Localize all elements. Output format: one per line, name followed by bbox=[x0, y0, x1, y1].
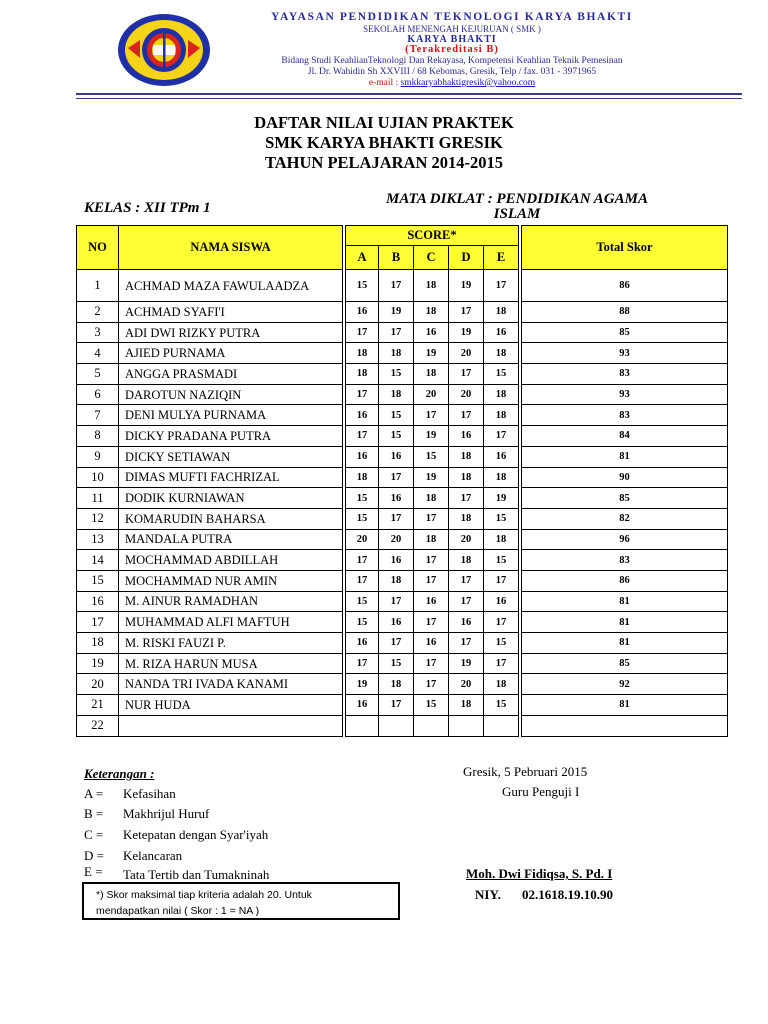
cell-score-b: 16 bbox=[379, 446, 414, 467]
table-row bbox=[77, 364, 728, 385]
cell-no: 1 bbox=[77, 270, 119, 302]
cell-no: 3 bbox=[77, 322, 119, 343]
cell-score-e: 15 bbox=[484, 695, 519, 716]
document-subtitle: SMK KARYA BHAKTI GRESIK bbox=[265, 133, 503, 152]
cell-score-b: 16 bbox=[379, 488, 414, 509]
cell-nama: M. AINUR RAMADHAN bbox=[119, 591, 343, 612]
cell-total: 84 bbox=[522, 426, 728, 447]
cell-score-e: 17 bbox=[484, 653, 519, 674]
cell-score-c: 18 bbox=[414, 364, 449, 385]
table-row bbox=[77, 591, 728, 612]
cell-score-b: 17 bbox=[379, 270, 414, 302]
cell-total: 81 bbox=[522, 612, 728, 633]
cell-score-c bbox=[414, 715, 449, 736]
cell-score-c: 15 bbox=[414, 695, 449, 716]
cell-no: 5 bbox=[77, 364, 119, 385]
school-type: SEKOLAH MENENGAH KEJURUAN ( SMK ) bbox=[363, 24, 541, 34]
cell-total: 93 bbox=[522, 343, 728, 364]
cell-score-d: 19 bbox=[449, 653, 484, 674]
cell-total: 92 bbox=[522, 674, 728, 695]
school-name: KARYA BHAKTI bbox=[407, 34, 497, 45]
cell-score-e: 18 bbox=[484, 405, 519, 426]
header-no: NO bbox=[77, 226, 119, 270]
cell-score-a: 16 bbox=[346, 633, 379, 654]
cell-score-b bbox=[379, 715, 414, 736]
cell-score-b: 18 bbox=[379, 674, 414, 695]
cell-no: 6 bbox=[77, 384, 119, 405]
cell-score-b: 17 bbox=[379, 695, 414, 716]
email-label: e-mail : bbox=[368, 78, 401, 88]
cell-score-b: 15 bbox=[379, 426, 414, 447]
cell-no: 4 bbox=[77, 343, 119, 364]
header-a: A bbox=[346, 246, 379, 270]
cell-nama: NANDA TRI IVADA KANAMI bbox=[119, 674, 343, 695]
cell-no: 13 bbox=[77, 529, 119, 550]
niy-label: NIY. bbox=[475, 887, 501, 902]
document-title: DAFTAR NILAI UJIAN PRAKTEK bbox=[254, 113, 514, 132]
cell-no: 2 bbox=[77, 302, 119, 323]
score-table-body bbox=[77, 270, 728, 737]
cell-score-c: 20 bbox=[414, 384, 449, 405]
cell-score-a: 17 bbox=[346, 322, 379, 343]
cell-score-d: 17 bbox=[449, 302, 484, 323]
legend-value: Tata Tertib dan Tumakninah bbox=[123, 867, 270, 882]
cell-score-d: 20 bbox=[449, 529, 484, 550]
cell-score-d: 18 bbox=[449, 550, 484, 571]
cell-total: 81 bbox=[522, 633, 728, 654]
cell-no: 7 bbox=[77, 405, 119, 426]
cell-score-e: 17 bbox=[484, 570, 519, 591]
cell-score-d: 17 bbox=[449, 633, 484, 654]
letterhead-rule-thick bbox=[76, 93, 742, 95]
cell-score-c: 17 bbox=[414, 612, 449, 633]
legend-value: Ketepatan dengan Syar'iyah bbox=[123, 827, 269, 842]
niy-number: 02.1618.19.10.90 bbox=[522, 887, 613, 902]
cell-no: 17 bbox=[77, 612, 119, 633]
cell-score-e: 15 bbox=[484, 508, 519, 529]
cell-nama: ANGGA PRASMADI bbox=[119, 364, 343, 385]
cell-total: 86 bbox=[522, 570, 728, 591]
legend-key: C = bbox=[84, 827, 104, 842]
letterhead-rule-thin bbox=[76, 98, 742, 99]
table-row bbox=[77, 715, 728, 736]
header-score: SCORE* bbox=[346, 226, 519, 246]
cell-nama: M. RIZA HARUN MUSA bbox=[119, 653, 343, 674]
cell-nama: KOMARUDIN BAHARSA bbox=[119, 508, 343, 529]
cell-score-c: 15 bbox=[414, 446, 449, 467]
foundation-name: YAYASAN PENDIDIKAN TEKNOLOGI KARYA BHAKTI bbox=[271, 11, 633, 23]
cell-score-a: 17 bbox=[346, 384, 379, 405]
cell-score-a: 16 bbox=[346, 695, 379, 716]
cell-nama: AJIED PURNAMA bbox=[119, 343, 343, 364]
cell-score-b: 18 bbox=[379, 570, 414, 591]
cell-score-e: 15 bbox=[484, 550, 519, 571]
table-row bbox=[77, 343, 728, 364]
cell-score-a: 17 bbox=[346, 570, 379, 591]
cell-score-d: 19 bbox=[449, 270, 484, 302]
cell-total: 90 bbox=[522, 467, 728, 488]
cell-total: 85 bbox=[522, 488, 728, 509]
cell-score-b: 18 bbox=[379, 384, 414, 405]
cell-no: 14 bbox=[77, 550, 119, 571]
cell-score-c: 19 bbox=[414, 426, 449, 447]
place-date: Gresik, 5 Pebruari 2015 bbox=[463, 764, 588, 779]
cell-nama bbox=[119, 715, 343, 736]
cell-total bbox=[522, 715, 728, 736]
cell-score-d: 18 bbox=[449, 467, 484, 488]
table-row bbox=[77, 302, 728, 323]
header-total: Total Skor bbox=[522, 226, 728, 270]
cell-total: 88 bbox=[522, 302, 728, 323]
cell-score-c: 16 bbox=[414, 633, 449, 654]
cell-score-a: 17 bbox=[346, 653, 379, 674]
examiner-role: Guru Penguji I bbox=[502, 784, 580, 799]
legend-value: Kefasihan bbox=[123, 786, 176, 801]
header-nama: NAMA SISWA bbox=[119, 226, 343, 270]
cell-score-c: 17 bbox=[414, 550, 449, 571]
table-row bbox=[77, 322, 728, 343]
cell-no: 20 bbox=[77, 674, 119, 695]
cell-score-c: 18 bbox=[414, 488, 449, 509]
header-e: E bbox=[484, 246, 519, 270]
cell-score-b: 18 bbox=[379, 343, 414, 364]
cell-nama: MOCHAMMAD NUR AMIN bbox=[119, 570, 343, 591]
cell-score-a: 15 bbox=[346, 488, 379, 509]
cell-score-c: 19 bbox=[414, 343, 449, 364]
table-row bbox=[77, 488, 728, 509]
table-row bbox=[77, 612, 728, 633]
header-b: B bbox=[379, 246, 414, 270]
cell-score-a: 15 bbox=[346, 508, 379, 529]
cell-score-d: 18 bbox=[449, 695, 484, 716]
legend-key: A = bbox=[84, 786, 104, 801]
cell-score-c: 19 bbox=[414, 467, 449, 488]
note-line-2: mendapatkan nilai ( Skor : 1 = NA ) bbox=[96, 905, 260, 917]
cell-nama: MUHAMMAD ALFI MAFTUH bbox=[119, 612, 343, 633]
cell-score-a: 18 bbox=[346, 467, 379, 488]
cell-score-b: 17 bbox=[379, 467, 414, 488]
legend-value: Kelancaran bbox=[123, 848, 183, 863]
email-link[interactable]: smkkaryabhaktigresik@yahoo.com bbox=[400, 78, 536, 88]
cell-score-a: 16 bbox=[346, 405, 379, 426]
cell-score-e: 17 bbox=[484, 612, 519, 633]
class-label: KELAS : XII TPm 1 bbox=[84, 200, 211, 216]
cell-score-d: 16 bbox=[449, 612, 484, 633]
header-c: C bbox=[414, 246, 449, 270]
cell-score-c: 17 bbox=[414, 674, 449, 695]
table-row bbox=[77, 270, 728, 302]
cell-nama: DODIK KURNIAWAN bbox=[119, 488, 343, 509]
cell-score-c: 17 bbox=[414, 653, 449, 674]
cell-nama: DICKY SETIAWAN bbox=[119, 446, 343, 467]
table-row bbox=[77, 426, 728, 447]
legend-key: B = bbox=[84, 806, 104, 821]
school-logo bbox=[116, 12, 212, 88]
cell-score-a: 19 bbox=[346, 674, 379, 695]
cell-total: 85 bbox=[522, 653, 728, 674]
cell-score-d: 20 bbox=[449, 343, 484, 364]
cell-score-e: 18 bbox=[484, 302, 519, 323]
cell-nama: ACHMAD MAZA FAWULAADZA bbox=[119, 270, 343, 302]
legend-key: D = bbox=[84, 848, 104, 863]
header-d: D bbox=[449, 246, 484, 270]
cell-score-a: 16 bbox=[346, 446, 379, 467]
academic-year: TAHUN PELAJARAN 2014-2015 bbox=[264, 153, 504, 172]
cell-score-a: 18 bbox=[346, 364, 379, 385]
examiner-name: Moh. Dwi Fidiqsa, S. Pd. I bbox=[466, 866, 613, 881]
legend-title: Keterangan : bbox=[84, 766, 155, 781]
cell-score-c: 18 bbox=[414, 529, 449, 550]
cell-score-b: 17 bbox=[379, 322, 414, 343]
legend-value: Makhrijul Huruf bbox=[123, 806, 210, 821]
cell-nama: DIMAS MUFTI FACHRIZAL bbox=[119, 467, 343, 488]
table-row bbox=[77, 405, 728, 426]
table-row bbox=[77, 529, 728, 550]
cell-score-c: 16 bbox=[414, 322, 449, 343]
cell-score-b: 17 bbox=[379, 508, 414, 529]
cell-score-a: 15 bbox=[346, 612, 379, 633]
cell-score-d: 17 bbox=[449, 488, 484, 509]
cell-score-d: 17 bbox=[449, 591, 484, 612]
cell-score-a: 17 bbox=[346, 426, 379, 447]
table-row bbox=[77, 508, 728, 529]
table-row bbox=[77, 695, 728, 716]
cell-score-e: 19 bbox=[484, 488, 519, 509]
table-row bbox=[77, 674, 728, 695]
cell-score-b: 20 bbox=[379, 529, 414, 550]
cell-score-d bbox=[449, 715, 484, 736]
table-row bbox=[77, 633, 728, 654]
table-row bbox=[77, 653, 728, 674]
cell-score-d: 17 bbox=[449, 570, 484, 591]
cell-score-e: 16 bbox=[484, 591, 519, 612]
cell-score-b: 15 bbox=[379, 653, 414, 674]
note-line-1: *) Skor maksimal tiap kriteria adalah 20. Untuk bbox=[96, 889, 312, 901]
cell-score-a: 17 bbox=[346, 550, 379, 571]
cell-score-d: 20 bbox=[449, 674, 484, 695]
cell-score-a: 20 bbox=[346, 529, 379, 550]
cell-score-d: 18 bbox=[449, 508, 484, 529]
cell-score-d: 19 bbox=[449, 322, 484, 343]
cell-no: 11 bbox=[77, 488, 119, 509]
cell-score-b: 16 bbox=[379, 550, 414, 571]
cell-score-e: 17 bbox=[484, 270, 519, 302]
cell-score-b: 17 bbox=[379, 591, 414, 612]
cell-score-e: 18 bbox=[484, 674, 519, 695]
cell-score-d: 17 bbox=[449, 364, 484, 385]
cell-score-c: 17 bbox=[414, 570, 449, 591]
cell-score-b: 16 bbox=[379, 612, 414, 633]
cell-score-a bbox=[346, 715, 379, 736]
cell-score-a: 16 bbox=[346, 302, 379, 323]
cell-no: 12 bbox=[77, 508, 119, 529]
cell-no: 19 bbox=[77, 653, 119, 674]
cell-total: 83 bbox=[522, 550, 728, 571]
score-note-box bbox=[82, 882, 400, 920]
cell-nama: DICKY PRADANA PUTRA bbox=[119, 426, 343, 447]
table-row bbox=[77, 467, 728, 488]
cell-nama: MOCHAMMAD ABDILLAH bbox=[119, 550, 343, 571]
cell-score-b: 17 bbox=[379, 633, 414, 654]
cell-score-e: 15 bbox=[484, 633, 519, 654]
cell-nama: ACHMAD SYAFI'I bbox=[119, 302, 343, 323]
table-row bbox=[77, 570, 728, 591]
cell-no: 16 bbox=[77, 591, 119, 612]
cell-total: 81 bbox=[522, 591, 728, 612]
cell-no: 10 bbox=[77, 467, 119, 488]
cell-no: 18 bbox=[77, 633, 119, 654]
cell-score-c: 18 bbox=[414, 270, 449, 302]
cell-score-e: 18 bbox=[484, 343, 519, 364]
cell-score-e: 17 bbox=[484, 426, 519, 447]
cell-score-e: 16 bbox=[484, 446, 519, 467]
cell-score-b: 15 bbox=[379, 364, 414, 385]
table-row bbox=[77, 446, 728, 467]
cell-total: 86 bbox=[522, 270, 728, 302]
cell-nama: NUR HUDA bbox=[119, 695, 343, 716]
cell-nama: DENI MULYA PURNAMA bbox=[119, 405, 343, 426]
cell-score-e: 18 bbox=[484, 529, 519, 550]
cell-total: 96 bbox=[522, 529, 728, 550]
school-address: Jl. Dr. Wahidin Sh XXVIII / 68 Kebomas, Gresik, Telp / fax. 031 - 3971965 bbox=[307, 67, 597, 77]
cell-score-b: 19 bbox=[379, 302, 414, 323]
cell-total: 93 bbox=[522, 384, 728, 405]
cell-total: 83 bbox=[522, 364, 728, 385]
field-of-study: Bidang Studi KeahlianTeknologi Dan Rekayasa, Kompetensi Keahlian Teknik Pemesinan bbox=[281, 56, 623, 66]
cell-score-a: 15 bbox=[346, 270, 379, 302]
cell-total: 81 bbox=[522, 695, 728, 716]
cell-score-d: 17 bbox=[449, 405, 484, 426]
cell-nama: M. RISKI FAUZI P. bbox=[119, 633, 343, 654]
cell-score-a: 15 bbox=[346, 591, 379, 612]
score-table bbox=[76, 225, 728, 737]
cell-score-c: 18 bbox=[414, 302, 449, 323]
cell-nama: ADI DWI RIZKY PUTRA bbox=[119, 322, 343, 343]
cell-nama: DAROTUN NAZIQIN bbox=[119, 384, 343, 405]
table-row bbox=[77, 384, 728, 405]
cell-score-e: 15 bbox=[484, 364, 519, 385]
cell-score-c: 17 bbox=[414, 405, 449, 426]
cell-score-a: 18 bbox=[346, 343, 379, 364]
cell-no: 9 bbox=[77, 446, 119, 467]
legend-key: E = bbox=[84, 864, 103, 879]
cell-total: 85 bbox=[522, 322, 728, 343]
cell-score-d: 18 bbox=[449, 446, 484, 467]
cell-total: 81 bbox=[522, 446, 728, 467]
cell-score-e bbox=[484, 715, 519, 736]
cell-no: 22 bbox=[77, 715, 119, 736]
cell-score-d: 16 bbox=[449, 426, 484, 447]
cell-score-c: 16 bbox=[414, 591, 449, 612]
cell-no: 8 bbox=[77, 426, 119, 447]
cell-score-e: 16 bbox=[484, 322, 519, 343]
cell-no: 21 bbox=[77, 695, 119, 716]
cell-score-b: 15 bbox=[379, 405, 414, 426]
table-row bbox=[77, 550, 728, 571]
school-email-line bbox=[214, 79, 690, 89]
accreditation: (Terakreditasi B) bbox=[405, 44, 499, 55]
subject-label: MATA DIKLAT : PENDIDIKAN AGAMA ISLAM bbox=[385, 191, 648, 222]
cell-score-e: 18 bbox=[484, 467, 519, 488]
cell-total: 83 bbox=[522, 405, 728, 426]
cell-score-e: 18 bbox=[484, 384, 519, 405]
cell-score-c: 17 bbox=[414, 508, 449, 529]
cell-no: 15 bbox=[77, 570, 119, 591]
cell-score-d: 20 bbox=[449, 384, 484, 405]
cell-nama: MANDALA PUTRA bbox=[119, 529, 343, 550]
cell-total: 82 bbox=[522, 508, 728, 529]
